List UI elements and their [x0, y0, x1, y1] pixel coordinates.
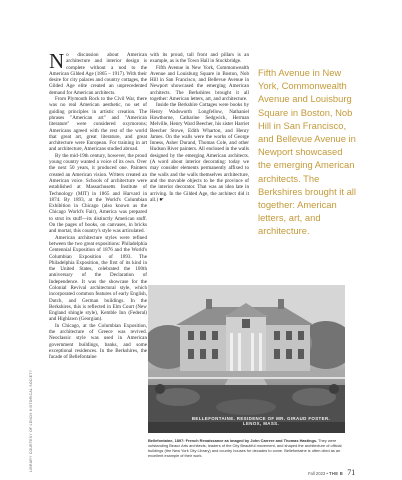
mansion-illustration: [148, 285, 345, 433]
body-paragraph: with its proud, tall front and pillars is an example, as is the Town Hall in Stockbridge.: [150, 52, 249, 65]
caption-text: They were outstanding Beaux Arts architects, leaders of the City Beautiful movement, and shaped the architecture of official buildings (the New York City Library) and country houses for decades to come. Bellefontaine is often cited as an excellent example of their work.: [148, 438, 342, 459]
publication-name: THE B: [329, 471, 344, 476]
page-folio: Fall 2023 • THE B 71: [308, 468, 356, 477]
body-paragraph: American architecture styles were refined between the two great expositions: Philadelphia Centennial Exposition of 1876 and the World's Columbian Exposition of 1893. The Philadelphia Exposition, the first of its kind in the United States, celebrated the 100th anniversary of the Declaration of Independence. It was the showcase for the Colonial Revival architectural style, which incorporated common features of early English, Dutch, and German buildings. In the Berkshires, this is reflected in Elm Court (New England shingle style), Kemble Inn (Federal) and Highlawn (Georgian).: [49, 234, 147, 323]
bellefontaine-photo: [148, 285, 345, 433]
page-number: 71: [347, 468, 356, 477]
photo-credit: LIBRARY COURTESY OF LENOX HISTORICAL SOCIETY: [29, 369, 33, 472]
body-paragraph: In Chicago, at the Columbian Exposition, the architecture of Greece was revived. Neoclassic style was used in American government buildings, banks, and some exceptional residences. In the Berkshires, the facade of Bellefontaine: [49, 322, 147, 361]
body-paragraph: From Plymouth Rock to the Civil War, there was no real American aesthetic, no set of guiding principles in artistic creation. The phrases "American art" and "American literature" were considered oxymorons; Americans agreed with the rest of the world that great art, great literature, and great architecture were European. For training in art and architecture, Americans studied abroad.: [49, 96, 147, 153]
caption-lead: Bellefontaine, 1897: French Renaissance as imaged by John Carrere and Thomas Hastings.: [148, 438, 318, 443]
body-paragraph: Fifth Avenue in New York, Commonwealth Avenue and Louisburg Square in Boston, Nob Hill in San Francisco, and Bellevue Avenue in Newport showcased the emerging American architects. The Berkshires brought it all together: American letters, art, and architecture.: [150, 64, 249, 103]
body-column-middle: [150, 52, 249, 204]
drop-cap: N: [49, 49, 65, 73]
issue-season: Fall 2023: [308, 471, 326, 476]
body-paragraph-text: Inside the Berkshire Cottages were books by Henry Wadsworth Longfellow, Nathaniel Hawthorne, Catharine Sedgwick, Herman Melville, Henry Ward Beecher, his sister Harriet Beecher Stowe, Edith Wharton, and Henry James. On the walls were the works of George Inness, Asher Durand, Thomas Cole, and other Hudson River painters. All enclosed in the walls designed by the emerging American architects. (A word about interior decorating: today we may consider elements permanently affixed to the walls and the walls themselves architecture, and the movable objects to be the province of the interior decorator. That was an idea late in arriving. In the Gilded Age, the architect did it all.): [150, 102, 249, 203]
pull-quote: Fifth Avenue in New York, Commonwealth Avenue and Louisburg Square in Boston, Nob Hill in San Francisco, and Bellevue Avenue in Newport showcased the emerging American architects. The Berkshires brought it all together: American letters, art, and architecture.: [258, 67, 356, 237]
body-paragraph: By the mid-19th century, however, the proud young country wanted a voice of its own. Over the next 50 years, it produced one. Painters created an American vision. Writers created an American voice. Schools of architecture were established at Massachusetts Institute of Technology (MIT) in 1865 and Harvard in 1874. By 1893, at the World's Columbian Exhibition in Chicago (also known as the Chicago World's Fair), America was prepared to strut its stuff—its distinctly American stuff. On the pages of books, on canvases, in bricks and mortar, this country's style was articulated.: [49, 152, 147, 235]
body-paragraph: [150, 102, 249, 204]
photo-caption: [148, 438, 345, 458]
continue-arrow-icon: ☛: [159, 197, 164, 203]
photo-label: BELLEFONTAINE. RESIDENCE OF MR. GIRAUD FOSTER. LENOX, MASS.: [191, 416, 331, 426]
body-column-left: [49, 49, 147, 361]
body-paragraph: o discussion about American architecture and interior design is complete without a nod to the American Gilded Age (1865 – 1917). With their desire for city palaces and country cottages, the Gilded Age elite created an unprecedented demand for American architects.: [49, 52, 147, 96]
